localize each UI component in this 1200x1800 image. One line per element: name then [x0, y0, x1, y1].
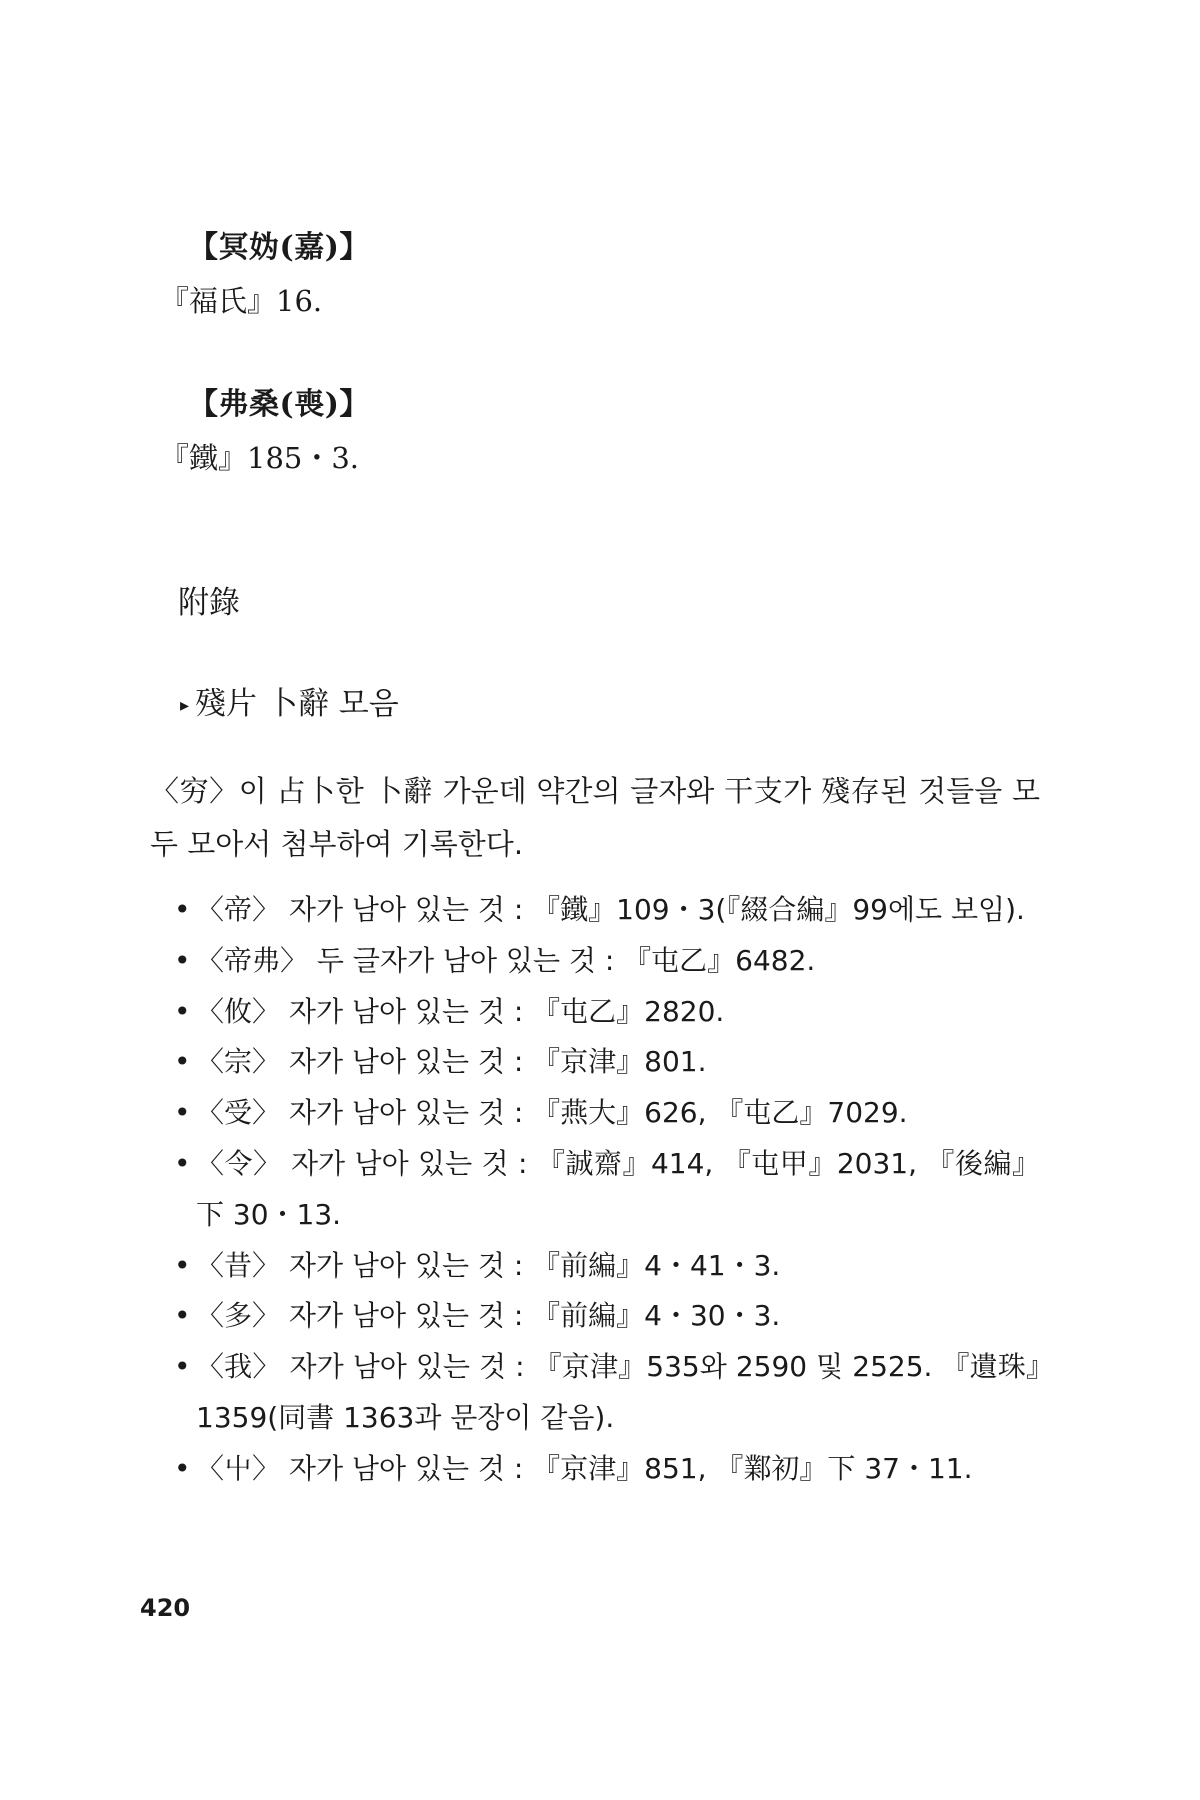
list-item [174, 1088, 1040, 1139]
list-item-text: 〈昔〉 자가 남아 있는 것 : 『前編』4・41・3. [196, 1248, 781, 1282]
entry-heading: 【弗桑(喪)】 [188, 387, 370, 422]
bullet-icon: • [174, 943, 191, 977]
entry-heading: 【冥妫(嘉)】 [188, 230, 370, 265]
bullet-icon: • [174, 1045, 191, 1079]
entry-reference: 『鐵』185・3. [160, 441, 360, 475]
list-item-text: 〈我〉 자가 남아 있는 것 : 『京津』535와 2590 및 2525. 『遺珠』1359(同書 1363과 문장이 같음). [196, 1350, 1040, 1434]
list-item-text: 〈受〉 자가 남아 있는 것 : 『燕大』626, 『屯乙』7029. [196, 1096, 908, 1130]
list-item-text: 〈帝弗〉 두 글자가 남아 있는 것 : 『屯乙』6482. [196, 943, 816, 977]
list-item-text: 〈攸〉 자가 남아 있는 것 : 『屯乙』2820. [196, 994, 725, 1028]
list-item [174, 1139, 1040, 1241]
list-item [174, 885, 1040, 936]
list-item-text: 〈宗〉 자가 남아 있는 것 : 『京津』801. [196, 1045, 707, 1079]
bullet-icon: • [174, 1350, 191, 1384]
page-number: 420 [140, 1594, 191, 1622]
section-title-text: 殘片 卜辭 모음 [195, 686, 399, 722]
bullet-icon: • [174, 1248, 191, 1282]
bullet-icon: • [174, 994, 191, 1028]
bullet-icon: • [174, 1146, 191, 1180]
list-item [174, 1342, 1040, 1444]
list-item-text: 〈帝〉 자가 남아 있는 것 : 『鐵』109・3(『綴合編』99에도 보임). [196, 893, 1025, 926]
bullet-icon: • [174, 1299, 191, 1333]
fragment-list [174, 885, 1040, 1495]
section-title [180, 684, 399, 726]
list-item-text: 〈屮〉 자가 남아 있는 것 : 『京津』851, 『鄴初』下 37・11. [196, 1451, 973, 1485]
list-item [174, 936, 1040, 987]
entry-reference: 『福氏』16. [160, 284, 323, 318]
list-item [174, 1444, 1040, 1495]
bullet-icon: • [174, 1451, 191, 1485]
appendix-title: 附錄 [178, 585, 240, 621]
bullet-icon: • [174, 893, 191, 926]
intro-paragraph: 〈穷〉이 占卜한 卜辭 가운데 약간의 글자와 干支가 殘存된 것들을 모두 모아서 첨부하여 기록한다. [150, 774, 1040, 861]
list-item [174, 1291, 1040, 1342]
triangle-marker-icon: ▸ [180, 695, 190, 716]
list-item-text: 〈令〉 자가 남아 있는 것 : 『誠齋』414, 『屯甲』2031, 『後編』下 30・13. [196, 1146, 1040, 1231]
list-item [174, 987, 1040, 1038]
list-item [174, 1241, 1040, 1292]
bullet-icon: • [174, 1096, 191, 1130]
list-item [174, 1037, 1040, 1088]
list-item-text: 〈多〉 자가 남아 있는 것 : 『前編』4・30・3. [196, 1299, 781, 1333]
